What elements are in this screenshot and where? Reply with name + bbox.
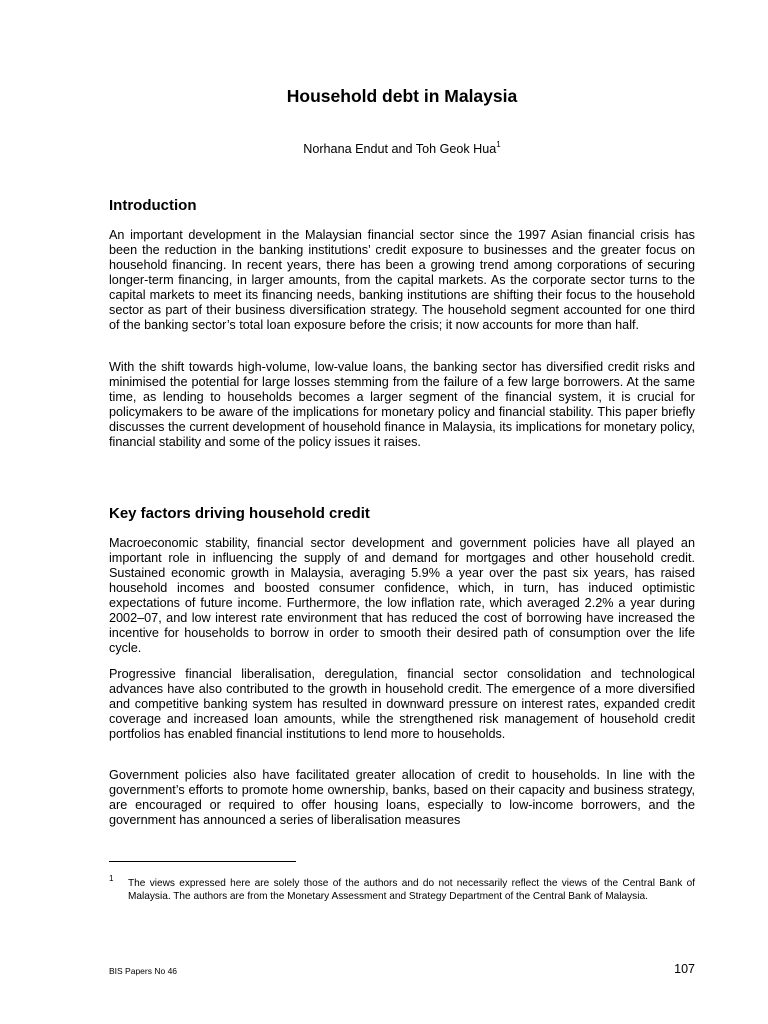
author-footnote-mark: 1 — [496, 140, 501, 149]
footnote-text: The views expressed here are solely those of the authors and do not necessarily reflect the views of the Central Bank of Malaysia. The authors are from the Monetary Assessment and Strategy Department of the Central Bank of Malaysia. — [128, 878, 695, 902]
paper-page — [109, 0, 695, 1024]
footnote-mark: 1 — [109, 874, 114, 883]
authors-names: Norhana Endut and Toh Geok Hua — [303, 142, 497, 156]
section-heading-key-factors: Key factors driving household credit — [109, 505, 370, 522]
paragraph: An important development in the Malaysian financial sector since the 1997 Asian financial crisis has been the reduction in the banking institutions’ credit exposure to businesses and the greater focus on household financing. In recent years, there has been a growing trend among corporations of securing longer-term financing, in larger amounts, from the capital markets. As the corporate sector turns to the capital markets to meet its financing needs, banking institutions are shifting their focus to the household sector as part of their business diversification strategy. The household segment accounted for one third of the banking sector’s total loan exposure before the crisis; it now accounts for more than half. — [109, 228, 695, 333]
paragraph: Macroeconomic stability, financial sector development and government policies have all played an important role in influencing the supply of and demand for mortgages and other household credit. Sustained economic growth in Malaysia, averaging 5.9% a year over the past six years, has raised household incomes and boosted consumer confidence, which, in turn, has induced optimistic expectations of future income. Furthermore, the low inflation rate, which averaged 2.2% a year during 2002–07, and low interest rate environment that has reduced the cost of borrowing have increased the incentive for households to borrow in order to smooth their desired path of consumption over the life cycle. — [109, 536, 695, 656]
page-number: 107 — [674, 962, 695, 976]
footnote-divider — [109, 861, 296, 862]
section-heading-introduction: Introduction — [109, 197, 197, 214]
author-line — [109, 142, 695, 156]
footer-series: BIS Papers No 46 — [109, 966, 178, 976]
paragraph: Progressive financial liberalisation, deregulation, financial sector consolidation and technological advances have also contributed to the growth in household credit. The emergence of a more diversified and competitive banking system has resulted in downward pressure on interest rates, expanded credit coverage and increased loan amounts, while the strengthened risk management of household credit portfolios has enabled financial institutions to lend more to households. — [109, 667, 695, 742]
paper-title: Household debt in Malaysia — [286, 86, 518, 106]
paragraph: Government policies also have facilitated greater allocation of credit to households. In line with the government’s efforts to promote home ownership, banks, based on their capacity and business strategy, are encouraged or required to offer housing loans, especially to low-income borrowers, and the government has announced a series of liberalisation measures — [109, 768, 695, 828]
paragraph: With the shift towards high-volume, low-value loans, the banking sector has diversified credit risks and minimised the potential for large losses stemming from the failure of a few large borrowers. At the same time, as lending to households becomes a larger segment of the financial system, it is crucial for policymakers to be aware of the implications for monetary policy and financial stability. This paper briefly discusses the current development of household finance in Malaysia, its implications for monetary policy, financial stability and some of the policy issues it raises. — [109, 360, 695, 450]
